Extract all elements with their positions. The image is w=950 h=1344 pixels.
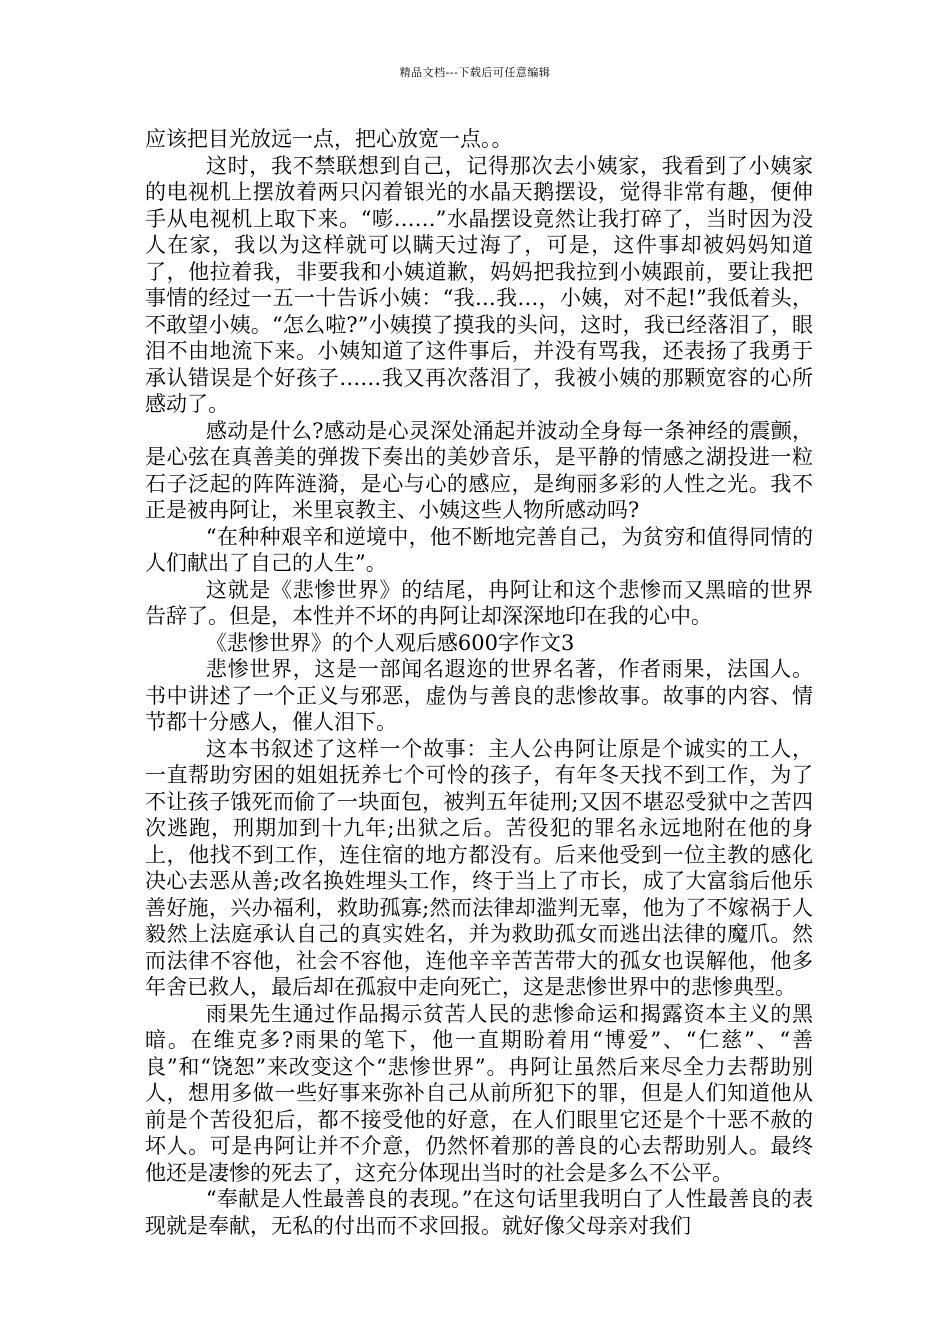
paragraph-7: 悲惨世界，这是一部闻名遐迩的世界名著，作者雨果，法国人。书中讲述了一个正义与邪恶，虚伪与善良的悲惨故事。故事的内容、情节都十分感人，催人泪下。 [145,657,813,734]
paragraph-3: 感动是什么?感动是心灵深处涌起并波动全身每一条神经的震颤，是心弦在真善美的弹拨下奏出的美妙音乐，是平静的情感之湖投进一粒石子泛起的阵阵涟漪，是心与心的感应，是绚丽多彩的人性之光。我不正是被冉阿让，米里哀教主、小姨这些人物所感动吗? [145,418,813,522]
paragraph-8: 这本书叙述了这样一个故事：主人公冉阿让原是个诚实的工人，一直帮助穷困的姐姐抚养七个可怜的孩子，有年冬天找不到工作，为了不让孩子饿死而偷了一块面包，被判五年徒刑;又因不堪忍受狱中之苦四次逃跑，刑期加到十九年;出狱之后。苦役犯的罪名永远地附在他的身上，他找不到工作，连住宿的地方都没有。后来他受到一位主教的感化决心去恶从善;改名换姓埋头工作，终于当上了市长，成了大富翁后他乐善好施，兴办福利，救助孤寡;然而法律却滥判无辜，他为了不嫁祸于人毅然上法庭承认自己的真实姓名，并为救助孤女而逃出法律的魔爪。然而法律不容他，社会不容他，连他辛辛苦苦带大的孤女也误解他，他多年舍已救人，最后却在孤寂中走向死亡，这是悲惨世界中的悲惨典型。 [145,736,813,999]
section-heading: 《悲惨世界》的个人观后感600字作文3 [205,630,575,655]
page-header: 精品文档---下载后可任意编辑 [399,66,551,79]
paragraph-5: 这就是《悲惨世界》的结尾，冉阿让和这个悲惨而又黑暗的世界告辞了。但是，本性并不坏的冉阿让却深深地印在我的心中。 [145,577,813,628]
document-body [145,126,813,1239]
paragraph-2: 这时，我不禁联想到自己，记得那次去小姨家，我看到了小姨家的电视机上摆放着两只闪着银光的水晶天鹅摆设，觉得非常有趣，便伸手从电视机上取下来。“嘭……”水晶摆设竟然让我打碎了，当时因为没人在家，我以为这样就可以瞒天过海了，可是，这件事却被妈妈知道了，他拉着我，非要我和小姨道歉，妈妈把我拉到小姨跟前，要让我把事情的经过一五一十告诉小姨：“我…我…，小姨，对不起!”我低着头，不敢望小姨。“怎么啦?”小姨摸了摸我的头问，这时，我已经落泪了，眼泪不由地流下来。小姨知道了这件事后，并没有骂我，还表扬了我勇于承认错误是个好孩子……我又再次落泪了，我被小姨的那颗宽容的心所感动了。 [145,153,813,416]
paragraph-9: 雨果先生通过作品揭示贫苦人民的悲惨命运和揭露资本主义的黑暗。在维克多?雨果的笔下，他一直期盼着用“博爱”、“仁慈”、“善良”和“饶恕”来改变这个“悲惨世界”。冉阿让虽然后来尽全力去帮助别人，想用多做一些好事来弥补自己从前所犯下的罪，但是人们知道他从前是个苦役犯后，都不接受他的好意，在人们眼里它还是个十恶不赦的坏人。可是冉阿让并不介意，仍然怀着那的善良的心去帮助别人。最终他还是凄惨的死去了，这充分体现出当时的社会是多么不公平。 [145,1001,813,1185]
paragraph-10: “奉献是人性最善良的表现。”在这句话里我明白了人性最善良的表现就是奉献，无私的付出而不求回报。就好像父母亲对我们 [145,1187,813,1238]
paragraph-4: “在种种艰辛和逆境中，他不断地完善自己，为贫穷和值得同情的人们献出了自己的人生”。 [145,524,813,575]
paragraph-1: 应该把目光放远一点，把心放宽一点。。 [145,127,513,151]
